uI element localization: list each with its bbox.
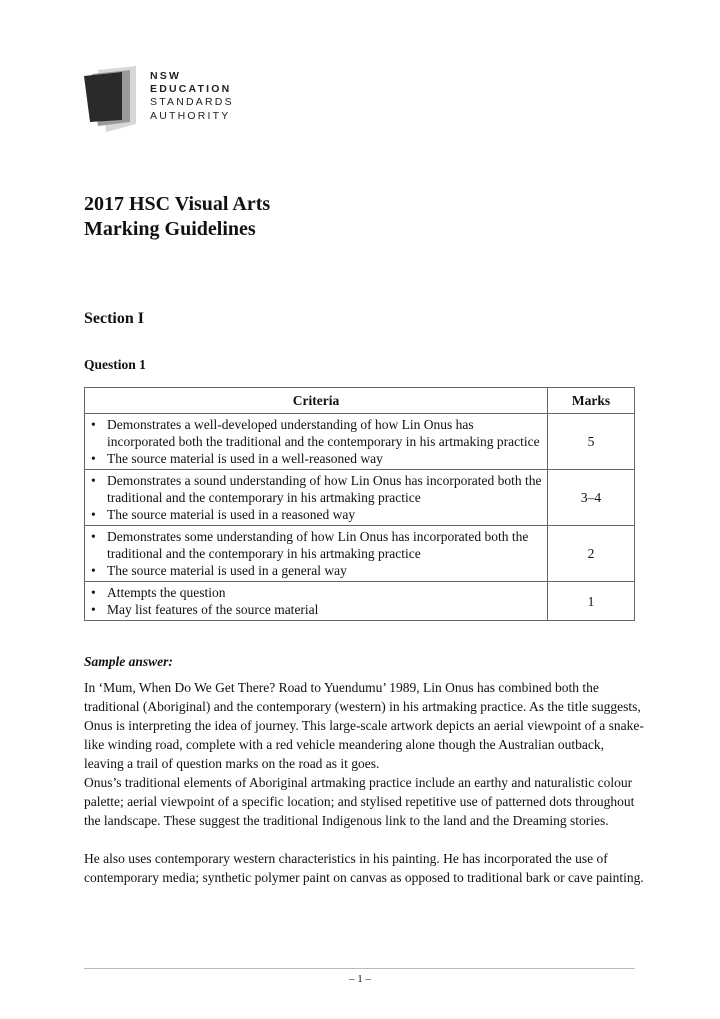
title-line-2: Marking Guidelines [84,218,256,240]
marks-cell: 1 [548,582,635,621]
criteria-item: • The source material is used in a well-reasoned way [89,450,543,467]
table-row [85,582,635,621]
section-heading: Section I [84,310,144,327]
marks-cell: 5 [548,414,635,470]
logo-wordmark [150,70,234,123]
table-row [85,414,635,470]
sample-paragraph-1: In ‘Mum, When Do We Get There? Road to Yuendumu’ 1989, Lin Onus has combined both the traditional (Aboriginal) and the contemporary (western) in his artmaking practice. As the title suggests, Onus is interpreting the idea of journey. This large-scale artwork depicts an aerial viewpoint of a snake-like winding road, complete with a red vehicle meandering alone though the Australian outback, leaving a trail of question marks on the road as it goes. [84,680,644,771]
nesa-logo [84,66,254,132]
marks-header: Marks [548,388,635,414]
criteria-item: • Attempts the question [89,584,543,601]
criteria-item: • Demonstrates a well-developed understanding of how Lin Onus has incorporated both the traditional and the contemporary in his artmaking practice [89,416,543,450]
marks-cell: 3–4 [548,470,635,526]
logo-line-2: EDUCATION [150,83,232,96]
logo-line-1: NSW [150,70,182,82]
sample-paragraph-3: He also uses contemporary western characteristics in his painting. He has incorporated the use of contemporary media; synthetic polymer paint on canvas as opposed to traditional bark or cave painting. [84,851,644,885]
marks-cell: 2 [548,526,635,582]
criteria-item: • The source material is used in a general way [89,562,543,579]
footer-divider [84,968,635,969]
sample-paragraph-2: Onus’s traditional elements of Aboriginal artmaking practice include an earthy and naturalistic colour palette; aerial viewpoint of a specific location; and stylised repetitive use of patterned dots throughout the landscape. These suggest the traditional Indigenous link to the land and the Dreaming stories. [84,775,635,828]
criteria-item: • May list features of the source material [89,601,543,618]
logo-line-4: AUTHORITY [150,109,231,122]
criteria-cell [85,526,548,582]
question-heading: Question 1 [84,357,146,372]
marking-criteria-table [84,387,635,621]
criteria-cell [85,470,548,526]
document-title [84,192,270,242]
criteria-header: Criteria [85,388,548,414]
nesa-logo-mark [84,66,144,132]
logo-line-3: STANDARDS [150,96,234,109]
table-row [85,526,635,582]
page-number: – 1 – [349,973,371,985]
criteria-item: • Demonstrates some understanding of how Lin Onus has incorporated both the traditional and the contemporary in his artmaking practice [89,528,543,562]
sample-answer-label: Sample answer: [84,654,173,669]
criteria-cell [85,582,548,621]
criteria-item: • Demonstrates a sound understanding of how Lin Onus has incorporated both the traditional and the contemporary in his artmaking practice [89,472,543,506]
criteria-item: • The source material is used in a reasoned way [89,506,543,523]
criteria-cell [85,414,548,470]
table-header-row [85,388,635,414]
title-line-1: 2017 HSC Visual Arts [84,193,271,215]
table-row [85,470,635,526]
